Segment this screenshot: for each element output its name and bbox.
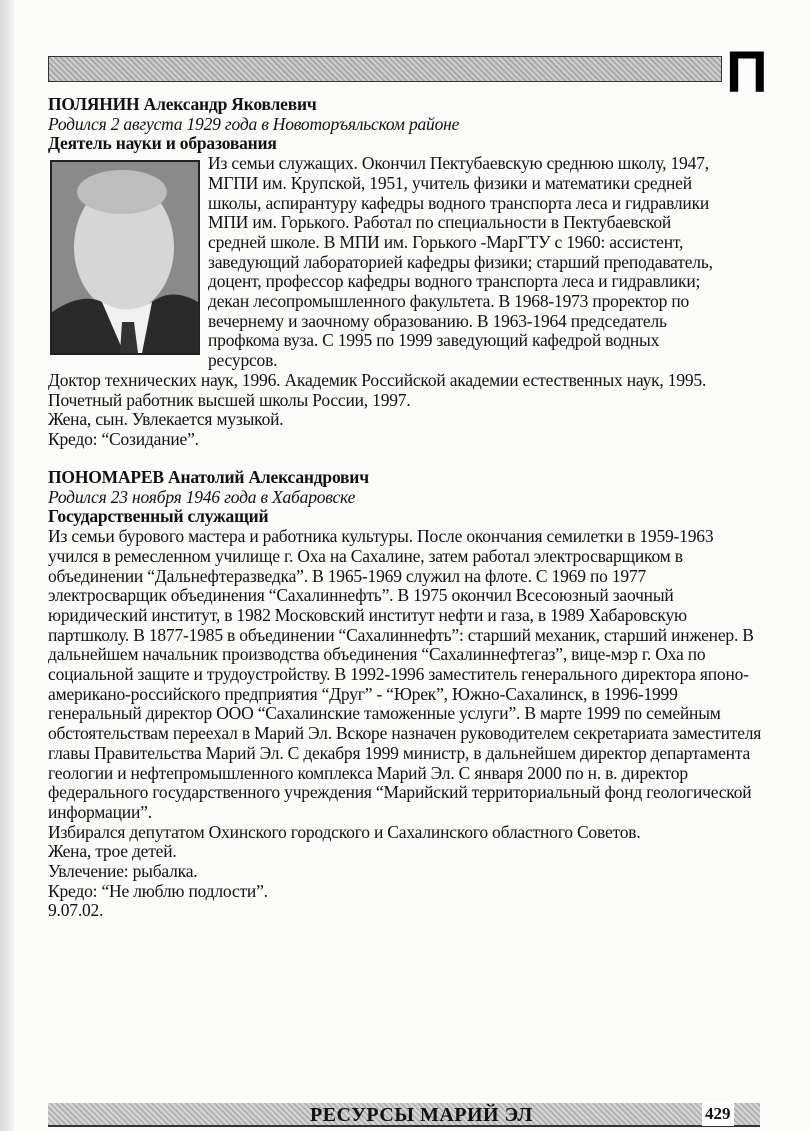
- bio-line: Кредо: “Созидание”.: [48, 428, 199, 449]
- occupation: Деятель науки и образования: [48, 133, 277, 154]
- bio-line: федерального государственного учреждения “Марийский территориальный фонд геологической: [48, 782, 752, 803]
- bio-line: вечернему и заочному образованию. В 1963-1964 председатель: [208, 310, 667, 331]
- bio-line: социальной защите и трудоустройству. В 1992-1996 заместитель генерального директора японо-: [48, 664, 749, 684]
- bio-line: юридический институт, в 1982 Московский институт нефти и газа, в 1989 Хабаровскую: [48, 604, 687, 625]
- bio-line: средней школе. В МПИ им. Горького -МарГТУ с 1960: ассистент,: [208, 231, 684, 252]
- bio-line: Кредо: “Не люблю подлости”.: [48, 880, 268, 901]
- bio-line: 9.07.02.: [48, 900, 104, 921]
- bio-line: электросварщик объединения “Сахалиннефть”. В 1975 окончил Всесоюзный заочный: [48, 585, 674, 606]
- bio-line: Из семьи служащих. Окончил Пектубаевскую среднюю школу, 1947,: [208, 153, 709, 174]
- bio-line: обстоятельствам переехал в Марий Эл. Вскоре назначен руководителем секретариата заместителя: [48, 723, 762, 744]
- birth-info: Родился 2 августа 1929 года в Новоторъяльском районе: [48, 113, 460, 134]
- occupation: Государственный служащий: [48, 506, 269, 527]
- bio-line: информации”.: [48, 801, 152, 822]
- bio-line: заведующий лабораторией кафедры физики; старший преподаватель,: [208, 251, 713, 272]
- birth-info: Родился 23 ноября 1946 года в Хабаровске: [48, 486, 356, 507]
- bio-line: профкома вуза. С 1995 по 1999 заведующий кафедрой водных: [208, 330, 660, 351]
- bio-line: партшколу. В 1877-1985 в объединении “Сахалиннефть”: старший механик, старший инженер. В: [48, 624, 754, 645]
- scan-edge: [0, 0, 14, 1131]
- bio-line: главы Правительства Марий Эл. С декабря 1999 министр, в дальнейшем директор департамента: [48, 742, 751, 763]
- bio-line: генеральный директор ООО “Сахалинские таможенные услуги”. В марте 1999 по семейным: [48, 703, 721, 724]
- bio-line: декан лесопромышленного факультета. В 1968-1973 проректор по: [208, 291, 690, 311]
- bio-line: школы, аспирантуру кафедры водного транспорта леса и гидравлики: [208, 192, 710, 213]
- bio-line: МПИ им. Горького. Работал по специальности в Пектубаевской: [208, 212, 672, 233]
- person-name: ПОЛЯНИН Александр Яковлевич: [48, 94, 317, 114]
- bio-line: Жена, трое детей.: [48, 841, 177, 862]
- bio-line: Почетный работник высшей школы России, 1997.: [48, 389, 411, 410]
- bio-line: американо-российского предприятия “Друг” - “Юрек”, Южно-Сахалинск, в 1996-1999: [48, 683, 678, 704]
- bio-line: Избирался депутатом Охинского городского и Сахалинского областного Советов.: [48, 821, 641, 842]
- section-letter: П: [726, 40, 768, 105]
- bio-line: учился в ремесленном училище г. Оха на Сахалине, затем работал электросварщиком в: [48, 545, 683, 566]
- bio-line: Доктор технических наук, 1996. Академик Российской академии естественных наук, 1995.: [48, 369, 707, 390]
- bio-line: дальнейшем начальник производства объединения “Сахалиннефтегаз”, вице-мэр г. Оха по: [48, 644, 706, 665]
- bio-line: МГПИ им. Крупской, 1951, учитель физики и математики средней: [208, 172, 692, 193]
- footer-title: РЕСУРСЫ МАРИЙ ЭЛ: [310, 1104, 533, 1126]
- bio-line: Жена, сын. Увлекается музыкой.: [48, 409, 284, 430]
- bio-line: геологии и нефтепромышленного комплекса Марий Эл. С января 2000 по н. в. директор: [48, 762, 688, 783]
- portrait-photo: [50, 160, 200, 355]
- page-number: 429: [702, 1102, 734, 1126]
- bio-line: Из семьи бурового мастера и работника культуры. После окончания семилетки в 1959-1963: [48, 526, 714, 547]
- person-name: ПОНОМАРЕВ Анатолий Александрович: [48, 467, 369, 487]
- header-bar: [48, 56, 722, 82]
- bio-line: объединении “Дальнефтеразведка”. В 1965-1969 служил на флоте. С 1969 по 1977: [48, 565, 647, 586]
- bio-line: Увлечение: рыбалка.: [48, 861, 198, 881]
- bio-line: доцент, профессор кафедры водного транспорта леса и гидравлики;: [208, 271, 701, 292]
- bio-line: ресурсов.: [208, 350, 278, 371]
